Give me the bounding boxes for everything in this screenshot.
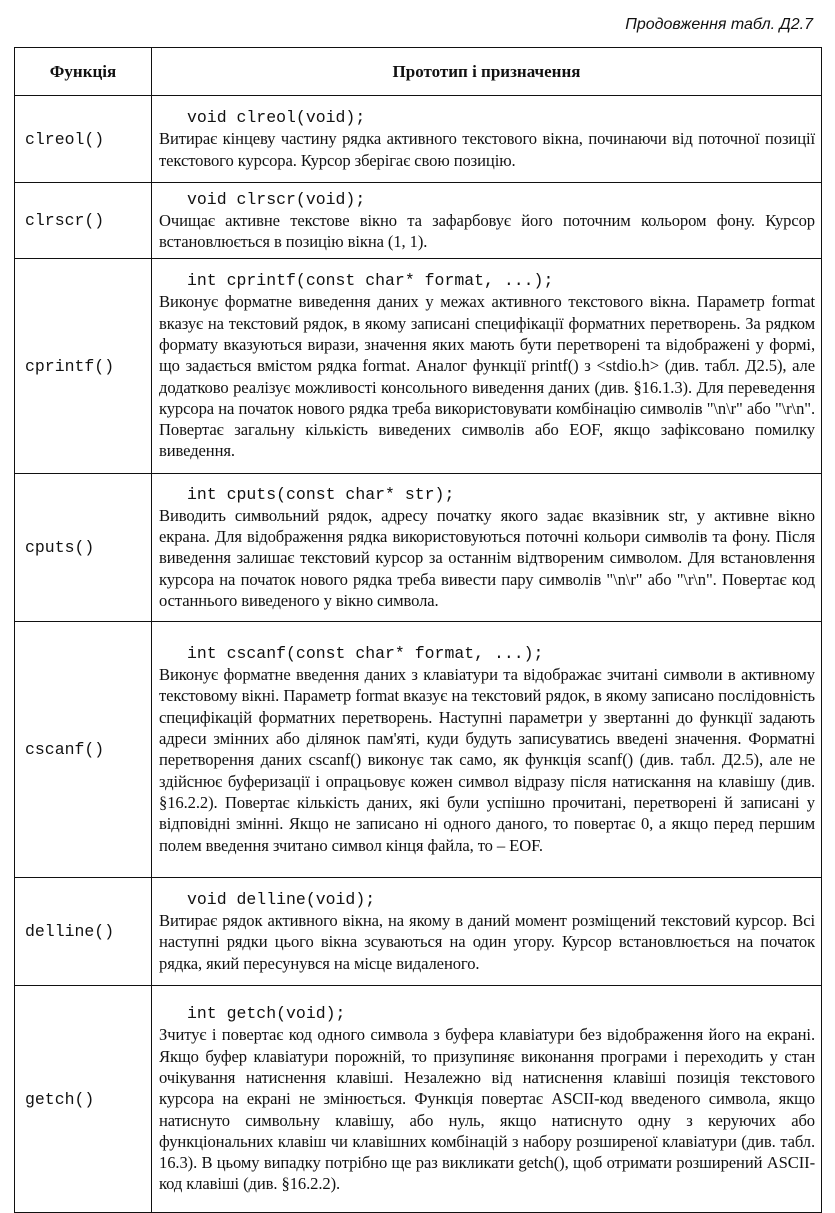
table-row (15, 183, 822, 259)
table-row (15, 259, 822, 474)
table-row (15, 878, 822, 986)
function-cell (152, 986, 822, 1213)
function-name: getch() (15, 986, 152, 1213)
function-cell (152, 622, 822, 878)
function-prototype: int cputs(const char* str); (187, 484, 455, 504)
function-description: Витирає кінцеву частину рядка активного текстового вікна, починаючи від поточної позиції текстового курсора. Курсор зберігає свою позицію. (159, 129, 815, 170)
table-row (15, 474, 822, 622)
function-name: cputs() (15, 474, 152, 622)
function-cell (152, 183, 822, 259)
function-prototype: int cscanf(const char* format, ...); (187, 644, 544, 664)
function-prototype: void delline(void); (187, 890, 376, 910)
function-table (14, 47, 822, 1213)
function-description: Зчитує і повертає код одного символа з буфера клавіатури без відображення його на екрані. Якщо буфер клавіатури порожній, то призупиняє виконання програми і переходить у стан очікування натиснення клавіші. Незалежно від натиснення клавіші позиція текстового курсора на екрані не змінюється. Функція повертає ASCII-код введеного символа, якщо натиснуто символьну клавішу, або нуль, якщо натиснуто одну з керуючих або функціональних клавіш чи клавішних комбінацій з набору розширеної клавіатури (див. табл. 16.3). В цьому випадку потрібно ще раз викликати getch(), щоб отримати розширений ASCII-код клавіші (див. §16.2.2). (159, 1025, 815, 1194)
function-description: Очищає активне текстове вікно та зафарбовує його поточним кольором фону. Курсор встановлюється в позицію вікна (1, 1). (159, 210, 815, 251)
header-function: Функція (15, 48, 152, 96)
table-row (15, 96, 822, 183)
function-name: clreol() (15, 96, 152, 183)
function-prototype: void clreol(void); (187, 108, 366, 128)
function-description: Виконує форматне виведення даних у межах активного текстового вікна. Параметр format вказує на текстовий рядок, в якому записані специфікації форматних перетворень. За рядком формату вказуються вирази, значення яких мають бути перетворені та відображені у формі, що задається вмістом рядка format. Аналог функції printf() з <stdio.h> (див. табл. Д2.5), але додатково реалізує можливості консольного виведення даних (див. §16.1.3). Для переведення курсора на початок нового рядка треба використовувати комбінацію символів "\n\r" або "\r\n". Повертає загальну кількість виведених символів або EOF, якщо зафіксовано помилку виведення. (159, 292, 815, 461)
function-cell (152, 474, 822, 622)
table-row (15, 986, 822, 1213)
function-name: clrscr() (15, 183, 152, 259)
function-cell (152, 878, 822, 986)
function-name: cscanf() (15, 622, 152, 878)
table-header-row (15, 48, 822, 96)
table-row (15, 622, 822, 878)
function-prototype: int cprintf(const char* format, ...); (187, 271, 554, 291)
function-name: delline() (15, 878, 152, 986)
function-cell (152, 96, 822, 183)
header-prototype: Прототип і призначення (152, 48, 822, 96)
function-description: Витирає рядок активного вікна, на якому в даний момент розміщений текстовий курсор. Всі наступні рядки цього вікна зсуваються на один угору. Курсор встановлюється на початок рядка, який пересунувся на місце видаленого. (159, 911, 815, 973)
function-description: Виконує форматне введення даних з клавіатури та відображає зчитані символи в активному текстовому вікні. Параметр format вказує на текстовий рядок, в якому записано послідовність специфікацій форматних перетворень. Наступні параметри у звертанні до функції задають адреси змінних або ділянок пам'яті, куди будуть записуватись введені значення. Форматні перетворення даних cscanf() виконує так само, як функція scanf() (див. табл. Д2.5), але не здійснює буферизації і опрацьовує кожен символ відразу після натискання на клавішу (див. §16.2.2). Повертає кількість даних, які були успішно прочитані, перетворені й записані у відповідні змінні. Якщо не записано ні одного даного, то повертає 0, а якщо перед першим полем введення зчитано символ кінця файла, то – EOF. (159, 665, 815, 855)
function-prototype: int getch(void); (187, 1004, 346, 1024)
function-description: Виводить символьний рядок, адресу початку якого задає вказівник str, у активне вікно екрана. Для відображення рядка використовуються поточні кольори символів та фону. Після виведення залишає текстовий курсор за останнім відтвореним символом. Для встановлення курсора на початок нового рядка треба вивести пару символів "\n\r" або "\r\n". Повертає код останнього виведеного у вікно символа. (159, 505, 815, 610)
function-cell (152, 259, 822, 474)
table-caption: Продовження табл. Д2.7 (625, 16, 813, 33)
function-prototype: void clrscr(void); (187, 189, 366, 209)
function-name: cprintf() (15, 259, 152, 474)
